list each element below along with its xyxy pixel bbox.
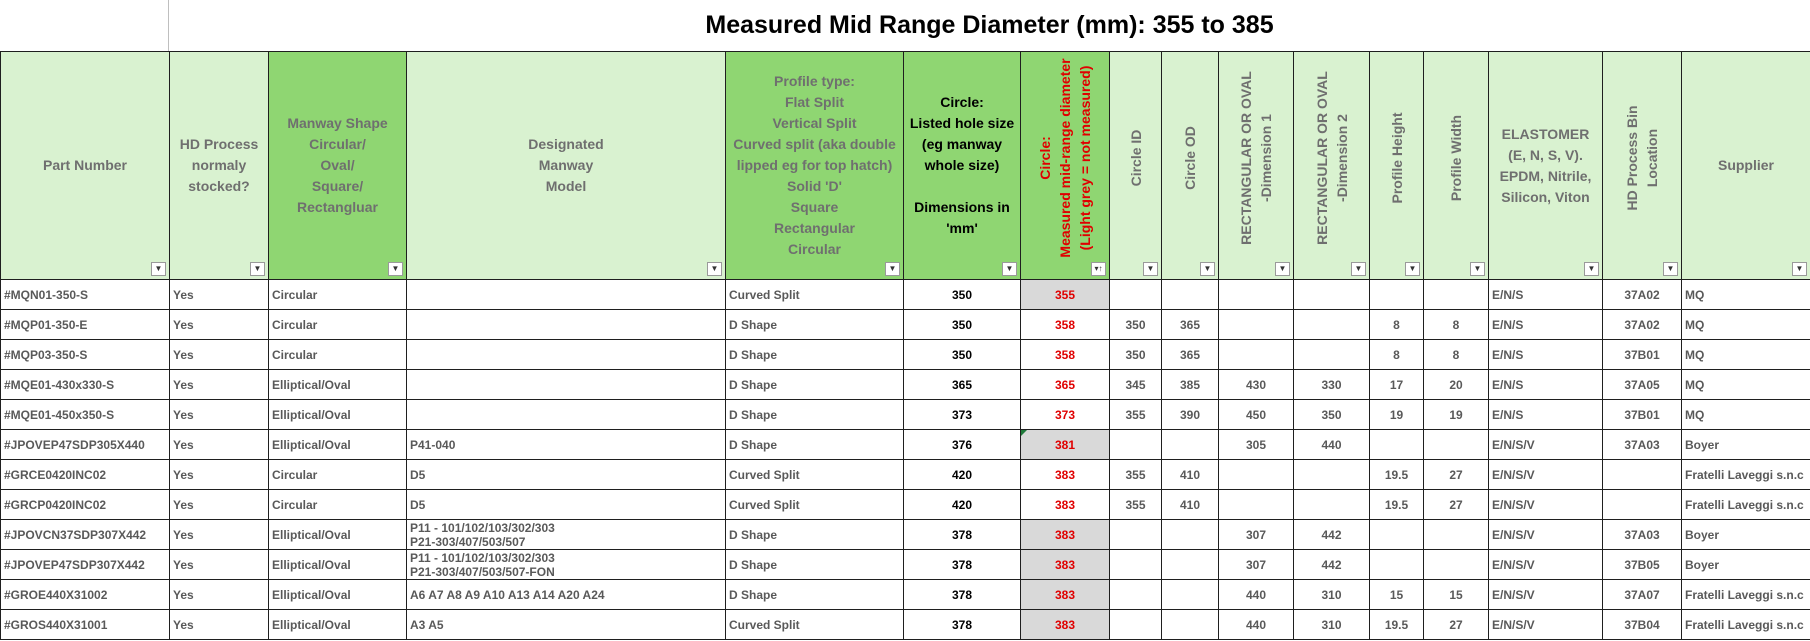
cell-profile-type[interactable]: Curved Split bbox=[726, 610, 904, 640]
cell-bin-location[interactable]: 37B04 bbox=[1603, 610, 1682, 640]
cell-profile-height[interactable]: 15 bbox=[1370, 580, 1424, 610]
cell-profile-height[interactable] bbox=[1370, 550, 1424, 580]
header-line bbox=[904, 176, 1020, 197]
cell-profile-width[interactable] bbox=[1424, 280, 1489, 310]
cell-part-number[interactable]: #MQP01-350-E bbox=[1, 310, 170, 340]
model-line: P41-040 bbox=[410, 437, 456, 452]
cell-hd-process[interactable]: Yes bbox=[170, 550, 269, 580]
header-line: Location bbox=[1644, 128, 1660, 188]
cell-supplier[interactable]: Fratelli Laveggi s.n.c bbox=[1682, 490, 1810, 520]
cell-circle-id[interactable]: 350 bbox=[1110, 310, 1162, 340]
header-circle-hole-size[interactable] bbox=[904, 52, 1021, 280]
cell-bin-location[interactable]: 37B01 bbox=[1603, 340, 1682, 370]
cell-part-number[interactable]: #MQE01-430x330-S bbox=[1, 370, 170, 400]
cell-circle-id[interactable]: 355 bbox=[1110, 460, 1162, 490]
cell-designated-model[interactable] bbox=[407, 490, 726, 520]
cell-hd-process[interactable]: Yes bbox=[170, 580, 269, 610]
cell-circle-id[interactable] bbox=[1110, 520, 1162, 550]
cell-designated-model[interactable] bbox=[407, 520, 726, 550]
cell-supplier[interactable]: MQ bbox=[1682, 340, 1810, 370]
cell-dimension-1[interactable] bbox=[1219, 310, 1294, 340]
cell-hd-process[interactable]: Yes bbox=[170, 520, 269, 550]
cell-profile-height[interactable]: 19.5 bbox=[1370, 460, 1424, 490]
cell-part-number[interactable]: #JPOVEP47SDP305X440 bbox=[1, 430, 170, 460]
title-row bbox=[0, 0, 1810, 51]
cell-dimension-1[interactable] bbox=[1219, 280, 1294, 310]
table-row bbox=[1, 460, 1810, 490]
model-line: P11 - 101/102/103/302/303 bbox=[410, 550, 555, 565]
cell-manway-shape[interactable]: Elliptical/Oval bbox=[269, 610, 407, 640]
header-line: Listed hole size bbox=[909, 115, 1015, 131]
cell-manway-shape[interactable]: Elliptical/Oval bbox=[269, 580, 407, 610]
header-line: lipped eg for top hatch) bbox=[736, 157, 893, 173]
cell-profile-height[interactable]: 19.5 bbox=[1370, 610, 1424, 640]
cell-profile-width[interactable]: 27 bbox=[1424, 610, 1489, 640]
filter-dropdown-icon[interactable]: ▼ bbox=[1663, 262, 1678, 276]
cell-circle-od[interactable] bbox=[1162, 280, 1219, 310]
cell-profile-width[interactable] bbox=[1424, 520, 1489, 550]
cell-hd-process[interactable]: Yes bbox=[170, 400, 269, 430]
filter-dropdown-icon[interactable]: ▼ bbox=[1002, 262, 1017, 276]
header-supplier[interactable]: Supplier ▼ bbox=[1682, 52, 1810, 280]
title-corner-cell[interactable] bbox=[0, 0, 169, 51]
cell-part-number[interactable]: #GRCE0420INC02 bbox=[1, 460, 170, 490]
model-line: P21-303/407/503/507 bbox=[410, 534, 526, 549]
cell-bin-location[interactable]: 37B01 bbox=[1603, 400, 1682, 430]
cell-hole-size[interactable]: 365 bbox=[904, 370, 1021, 400]
table-row bbox=[1, 310, 1810, 340]
header-line: EPDM, Nitrile, bbox=[1499, 167, 1592, 184]
filter-dropdown-icon[interactable]: ▼ bbox=[1470, 262, 1485, 276]
cell-dimension-2[interactable]: 440 bbox=[1294, 430, 1370, 460]
filter-dropdown-icon[interactable]: ▼ bbox=[1584, 262, 1599, 276]
cell-hd-process[interactable]: Yes bbox=[170, 340, 269, 370]
cell-measured-mid[interactable]: 383 bbox=[1021, 550, 1110, 580]
cell-bin-location[interactable]: 37A07 bbox=[1603, 580, 1682, 610]
header-line: Oval/ bbox=[320, 157, 355, 173]
cell-profile-type[interactable]: Curved Split bbox=[726, 280, 904, 310]
header-line: Designated bbox=[528, 136, 604, 152]
cell-hd-process[interactable]: Yes bbox=[170, 280, 269, 310]
header-line: (Light grey = not measured) bbox=[1077, 65, 1093, 251]
cell-dimension-2[interactable]: 442 bbox=[1294, 520, 1370, 550]
model-line: D5 bbox=[410, 497, 426, 512]
cell-manway-shape[interactable]: Circular bbox=[269, 490, 407, 520]
table-row bbox=[1, 340, 1810, 370]
sort-filter-dropdown-icon[interactable]: ▾↑ bbox=[1091, 262, 1106, 276]
header-circle-od[interactable]: Circle OD ▼ bbox=[1162, 52, 1219, 280]
header-elastomer[interactable] bbox=[1489, 52, 1603, 280]
cell-circle-id[interactable] bbox=[1110, 430, 1162, 460]
cell-circle-id[interactable]: 345 bbox=[1110, 370, 1162, 400]
cell-elastomer[interactable]: E/N/S bbox=[1489, 370, 1603, 400]
cell-bin-location[interactable] bbox=[1603, 490, 1682, 520]
header-line: Profile type: bbox=[774, 73, 855, 89]
filter-dropdown-icon[interactable]: ▼ bbox=[885, 262, 900, 276]
cell-supplier[interactable]: Boyer bbox=[1682, 430, 1810, 460]
cell-profile-type[interactable]: D Shape bbox=[726, 580, 904, 610]
cell-dimension-1[interactable] bbox=[1219, 490, 1294, 520]
cell-dimension-2[interactable]: 310 bbox=[1294, 580, 1370, 610]
cell-profile-height[interactable]: 17 bbox=[1370, 370, 1424, 400]
cell-profile-height[interactable] bbox=[1370, 520, 1424, 550]
filter-dropdown-icon[interactable]: ▼ bbox=[250, 262, 265, 276]
cell-designated-model[interactable] bbox=[407, 550, 726, 580]
cell-bin-location[interactable]: 37A03 bbox=[1603, 520, 1682, 550]
header-line: Square bbox=[790, 199, 839, 215]
cell-designated-model[interactable] bbox=[407, 370, 726, 400]
cell-hole-size[interactable]: 376 bbox=[904, 430, 1021, 460]
cell-dimension-1[interactable]: 440 bbox=[1219, 580, 1294, 610]
cell-circle-od[interactable]: 410 bbox=[1162, 490, 1219, 520]
header-hd-process[interactable] bbox=[170, 52, 269, 280]
cell-manway-shape[interactable]: Circular bbox=[269, 340, 407, 370]
header-designated-model[interactable] bbox=[407, 52, 726, 280]
header-circle-id[interactable]: Circle ID ▼ bbox=[1110, 52, 1162, 280]
cell-profile-height[interactable]: 19 bbox=[1370, 400, 1424, 430]
cell-measured-mid[interactable]: 383 bbox=[1021, 490, 1110, 520]
cell-dimension-2[interactable] bbox=[1294, 310, 1370, 340]
cell-part-number[interactable]: #JPOVEP47SDP307X442 bbox=[1, 550, 170, 580]
header-manway-shape[interactable] bbox=[269, 52, 407, 280]
cell-measured-mid[interactable]: 383 bbox=[1021, 580, 1110, 610]
cell-manway-shape[interactable]: Elliptical/Oval bbox=[269, 370, 407, 400]
cell-manway-shape[interactable]: Circular bbox=[269, 460, 407, 490]
filter-dropdown-icon[interactable]: ▼ bbox=[388, 262, 403, 276]
cell-profile-width[interactable] bbox=[1424, 430, 1489, 460]
cell-hd-process[interactable]: Yes bbox=[170, 610, 269, 640]
cell-hole-size[interactable]: 420 bbox=[904, 490, 1021, 520]
cell-circle-od[interactable] bbox=[1162, 520, 1219, 550]
cell-elastomer[interactable]: E/N/S/V bbox=[1489, 580, 1603, 610]
cell-dimension-1[interactable]: 450 bbox=[1219, 400, 1294, 430]
cell-hole-size[interactable]: 420 bbox=[904, 460, 1021, 490]
header-profile-type[interactable] bbox=[726, 52, 904, 280]
cell-measured-mid[interactable]: 383 bbox=[1021, 460, 1110, 490]
cell-circle-od[interactable]: 410 bbox=[1162, 460, 1219, 490]
cell-circle-od[interactable]: 390 bbox=[1162, 400, 1219, 430]
cell-elastomer[interactable]: E/N/S/V bbox=[1489, 610, 1603, 640]
cell-hd-process[interactable]: Yes bbox=[170, 460, 269, 490]
filter-dropdown-icon[interactable]: ▼ bbox=[1405, 262, 1420, 276]
cell-profile-width[interactable]: 27 bbox=[1424, 460, 1489, 490]
header-line: normaly bbox=[191, 157, 247, 173]
cell-dimension-2[interactable] bbox=[1294, 340, 1370, 370]
header-line: Dimensions in bbox=[914, 199, 1010, 215]
cell-dimension-1[interactable] bbox=[1219, 460, 1294, 490]
model-line: P21-303/407/503/507-FON bbox=[410, 564, 555, 579]
model-line: D5 bbox=[410, 467, 426, 482]
cell-circle-id[interactable] bbox=[1110, 550, 1162, 580]
cell-manway-shape[interactable]: Elliptical/Oval bbox=[269, 520, 407, 550]
header-line: HD Process Bin bbox=[1624, 105, 1640, 211]
cell-part-number[interactable]: #MQE01-450x350-S bbox=[1, 400, 170, 430]
cell-hole-size[interactable]: 350 bbox=[904, 340, 1021, 370]
table-row bbox=[1, 280, 1810, 310]
cell-circle-id[interactable] bbox=[1110, 610, 1162, 640]
cell-dimension-1[interactable]: 440 bbox=[1219, 610, 1294, 640]
header-rect-dim1[interactable] bbox=[1219, 52, 1294, 280]
cell-part-number[interactable]: #GROS440X31001 bbox=[1, 610, 170, 640]
cell-designated-model[interactable] bbox=[407, 460, 726, 490]
filter-dropdown-icon[interactable]: ▼ bbox=[1792, 262, 1807, 276]
cell-circle-od[interactable]: 365 bbox=[1162, 340, 1219, 370]
cell-supplier[interactable]: Fratelli Laveggi s.n.c bbox=[1682, 460, 1810, 490]
cell-hole-size[interactable]: 373 bbox=[904, 400, 1021, 430]
cell-profile-height[interactable]: 8 bbox=[1370, 310, 1424, 340]
cell-designated-model[interactable] bbox=[407, 430, 726, 460]
cell-dimension-2[interactable]: 310 bbox=[1294, 610, 1370, 640]
cell-circle-od[interactable]: 365 bbox=[1162, 310, 1219, 340]
filter-dropdown-icon[interactable]: ▼ bbox=[1351, 262, 1366, 276]
header-line: (eg manway bbox=[921, 136, 1003, 152]
header-line: Manway Shape bbox=[287, 115, 388, 131]
cell-hd-process[interactable]: Yes bbox=[170, 490, 269, 520]
cell-supplier[interactable]: MQ bbox=[1682, 280, 1810, 310]
cell-supplier[interactable]: Fratelli Laveggi s.n.c bbox=[1682, 610, 1810, 640]
filter-dropdown-icon[interactable]: ▼ bbox=[1275, 262, 1290, 276]
cell-manway-shape[interactable]: Elliptical/Oval bbox=[269, 550, 407, 580]
cell-measured-mid[interactable]: 373 bbox=[1021, 400, 1110, 430]
cell-profile-width[interactable]: 8 bbox=[1424, 310, 1489, 340]
cell-measured-mid[interactable]: 381 bbox=[1021, 430, 1110, 460]
cell-designated-model[interactable] bbox=[407, 580, 726, 610]
cell-part-number[interactable]: #GROE440X31002 bbox=[1, 580, 170, 610]
cell-profile-width[interactable]: 15 bbox=[1424, 580, 1489, 610]
header-line: whole size) bbox=[924, 157, 1000, 173]
header-row bbox=[1, 52, 1810, 280]
cell-bin-location[interactable]: 37A02 bbox=[1603, 310, 1682, 340]
cell-circle-id[interactable]: 355 bbox=[1110, 490, 1162, 520]
cell-hole-size[interactable]: 378 bbox=[904, 580, 1021, 610]
cell-profile-height[interactable] bbox=[1370, 280, 1424, 310]
cell-elastomer[interactable]: E/N/S/V bbox=[1489, 550, 1603, 580]
cell-dimension-2[interactable] bbox=[1294, 460, 1370, 490]
cell-dimension-1[interactable] bbox=[1219, 340, 1294, 370]
cell-supplier[interactable]: MQ bbox=[1682, 310, 1810, 340]
gasket-table bbox=[0, 51, 1810, 640]
cell-supplier[interactable]: MQ bbox=[1682, 400, 1810, 430]
cell-dimension-2[interactable]: 350 bbox=[1294, 400, 1370, 430]
filter-dropdown-icon[interactable]: ▼ bbox=[707, 262, 722, 276]
filter-dropdown-icon[interactable]: ▼ bbox=[151, 262, 166, 276]
table-row bbox=[1, 520, 1810, 550]
cell-circle-id[interactable]: 355 bbox=[1110, 400, 1162, 430]
cell-designated-model[interactable] bbox=[407, 400, 726, 430]
header-line: RECTANGULAR OR OVAL bbox=[1238, 71, 1254, 245]
header-line: ELASTOMER bbox=[1501, 125, 1590, 142]
cell-dimension-2[interactable]: 330 bbox=[1294, 370, 1370, 400]
model-line: A6 A7 A8 A9 A10 A13 A14 A20 A24 bbox=[410, 587, 605, 602]
header-measured-mid-range[interactable] bbox=[1021, 52, 1110, 280]
header-line: HD Process bbox=[179, 136, 259, 152]
cell-bin-location[interactable]: 37A03 bbox=[1603, 430, 1682, 460]
cell-elastomer[interactable]: E/N/S bbox=[1489, 310, 1603, 340]
header-line: (E, N, S, V). bbox=[1508, 146, 1583, 163]
header-line: Solid 'D' bbox=[787, 178, 842, 194]
table-row bbox=[1, 610, 1810, 640]
cell-profile-width[interactable]: 19 bbox=[1424, 400, 1489, 430]
cell-profile-type[interactable]: Curved Split bbox=[726, 490, 904, 520]
header-line: Measured mid-range diameter bbox=[1057, 58, 1073, 258]
cell-profile-type[interactable]: D Shape bbox=[726, 550, 904, 580]
header-line: Rectangluar bbox=[297, 199, 378, 215]
cell-dimension-2[interactable] bbox=[1294, 490, 1370, 520]
header-line: Curved split (aka double bbox=[733, 136, 896, 152]
cell-measured-mid[interactable]: 383 bbox=[1021, 520, 1110, 550]
cell-circle-id[interactable] bbox=[1110, 580, 1162, 610]
cell-circle-id[interactable]: 350 bbox=[1110, 340, 1162, 370]
cell-supplier[interactable]: Boyer bbox=[1682, 520, 1810, 550]
header-line: Circle: bbox=[1037, 136, 1053, 180]
cell-dimension-1[interactable]: 305 bbox=[1219, 430, 1294, 460]
cell-hole-size[interactable]: 350 bbox=[904, 310, 1021, 340]
cell-measured-mid[interactable]: 358 bbox=[1021, 340, 1110, 370]
cell-hole-size[interactable]: 378 bbox=[904, 610, 1021, 640]
cell-part-number[interactable]: #MQN01-350-S bbox=[1, 280, 170, 310]
cell-circle-id[interactable] bbox=[1110, 280, 1162, 310]
filter-dropdown-icon[interactable]: ▼ bbox=[1143, 262, 1158, 276]
header-profile-height[interactable]: Profile Height ▼ bbox=[1370, 52, 1424, 280]
cell-circle-od[interactable] bbox=[1162, 430, 1219, 460]
header-part-number[interactable]: Part Number ▼ bbox=[1, 52, 170, 280]
cell-designated-model[interactable] bbox=[407, 610, 726, 640]
cell-profile-height[interactable]: 19.5 bbox=[1370, 490, 1424, 520]
cell-hole-size[interactable]: 378 bbox=[904, 520, 1021, 550]
cell-profile-type[interactable]: D Shape bbox=[726, 370, 904, 400]
cell-hd-process[interactable]: Yes bbox=[170, 310, 269, 340]
cell-hd-process[interactable]: Yes bbox=[170, 430, 269, 460]
header-line: -Dimension 1 bbox=[1258, 114, 1274, 202]
header-line: Model bbox=[545, 178, 587, 194]
header-line: Flat Split bbox=[784, 94, 845, 110]
header-line: 'mm' bbox=[946, 220, 978, 236]
cell-circle-od[interactable] bbox=[1162, 550, 1219, 580]
header-line: -Dimension 2 bbox=[1333, 114, 1350, 202]
cell-hd-process[interactable]: Yes bbox=[170, 370, 269, 400]
cell-supplier[interactable]: Boyer bbox=[1682, 550, 1810, 580]
cell-profile-height[interactable]: 8 bbox=[1370, 340, 1424, 370]
cell-elastomer[interactable]: E/N/S/V bbox=[1489, 520, 1603, 550]
cell-elastomer[interactable]: E/N/S bbox=[1489, 280, 1603, 310]
model-line: A3 A5 bbox=[410, 617, 444, 632]
cell-dimension-1[interactable]: 430 bbox=[1219, 370, 1294, 400]
cell-bin-location[interactable]: 37A05 bbox=[1603, 370, 1682, 400]
cell-bin-location[interactable]: 37A02 bbox=[1603, 280, 1682, 310]
cell-dimension-2[interactable]: 442 bbox=[1294, 550, 1370, 580]
header-line: Circle: bbox=[940, 94, 984, 110]
cell-profile-width[interactable]: 27 bbox=[1424, 490, 1489, 520]
header-line: Manway bbox=[538, 157, 594, 173]
cell-part-number[interactable]: #GRCP0420INC02 bbox=[1, 490, 170, 520]
table-row bbox=[1, 370, 1810, 400]
cell-elastomer[interactable]: E/N/S/V bbox=[1489, 490, 1603, 520]
filter-dropdown-icon[interactable]: ▼ bbox=[1200, 262, 1215, 276]
cell-elastomer[interactable]: E/N/S/V bbox=[1489, 460, 1603, 490]
cell-profile-width[interactable]: 20 bbox=[1424, 370, 1489, 400]
sheet-title[interactable]: Measured Mid Range Diameter (mm): 355 to 385 bbox=[705, 11, 1274, 39]
cell-circle-od[interactable]: 385 bbox=[1162, 370, 1219, 400]
cell-measured-mid[interactable]: 365 bbox=[1021, 370, 1110, 400]
header-line: stocked? bbox=[188, 178, 250, 194]
cell-dimension-1[interactable]: 307 bbox=[1219, 550, 1294, 580]
model-line: P11 - 101/102/103/302/303 bbox=[410, 520, 555, 535]
table-row bbox=[1, 400, 1810, 430]
cell-manway-shape[interactable]: Elliptical/Oval bbox=[269, 430, 407, 460]
header-line: Vertical Split bbox=[772, 115, 857, 131]
cell-designated-model[interactable] bbox=[407, 280, 726, 310]
cell-profile-type[interactable]: D Shape bbox=[726, 520, 904, 550]
cell-profile-width[interactable]: 8 bbox=[1424, 340, 1489, 370]
cell-manway-shape[interactable]: Elliptical/Oval bbox=[269, 400, 407, 430]
header-line: Circular bbox=[788, 241, 841, 257]
cell-bin-location[interactable]: 37B05 bbox=[1603, 550, 1682, 580]
header-profile-width[interactable]: Profile Width ▼ bbox=[1424, 52, 1489, 280]
cell-supplier[interactable]: MQ bbox=[1682, 370, 1810, 400]
cell-part-number[interactable]: #JPOVCN37SDP307X442 bbox=[1, 520, 170, 550]
cell-part-number[interactable]: #MQP03-350-S bbox=[1, 340, 170, 370]
cell-measured-mid[interactable]: 383 bbox=[1021, 610, 1110, 640]
header-line: Circular/ bbox=[309, 136, 366, 152]
cell-profile-type[interactable]: D Shape bbox=[726, 310, 904, 340]
cell-supplier[interactable]: Fratelli Laveggi s.n.c bbox=[1682, 580, 1810, 610]
header-line: Silicon, Viton bbox=[1501, 188, 1590, 205]
header-rect-dim2[interactable] bbox=[1294, 52, 1370, 280]
cell-profile-width[interactable] bbox=[1424, 550, 1489, 580]
cell-dimension-2[interactable] bbox=[1294, 280, 1370, 310]
cell-dimension-1[interactable]: 307 bbox=[1219, 520, 1294, 550]
cell-circle-od[interactable] bbox=[1162, 610, 1219, 640]
cell-profile-height[interactable] bbox=[1370, 430, 1424, 460]
cell-manway-shape[interactable]: Circular bbox=[269, 280, 407, 310]
header-line: Square/ bbox=[311, 178, 364, 194]
cell-manway-shape[interactable]: Circular bbox=[269, 310, 407, 340]
cell-elastomer[interactable]: E/N/S bbox=[1489, 340, 1603, 370]
cell-elastomer[interactable]: E/N/S/V bbox=[1489, 430, 1603, 460]
table-row bbox=[1, 580, 1810, 610]
header-line: Rectangular bbox=[774, 220, 855, 236]
cell-bin-location[interactable] bbox=[1603, 460, 1682, 490]
cell-circle-od[interactable] bbox=[1162, 580, 1219, 610]
cell-profile-type[interactable]: D Shape bbox=[726, 430, 904, 460]
cell-designated-model[interactable] bbox=[407, 340, 726, 370]
cell-measured-mid[interactable]: 355 bbox=[1021, 280, 1110, 310]
cell-designated-model[interactable] bbox=[407, 310, 726, 340]
cell-hole-size[interactable]: 378 bbox=[904, 550, 1021, 580]
table-row bbox=[1, 490, 1810, 520]
header-line: RECTANGULAR OR OVAL bbox=[1313, 71, 1330, 245]
header-bin-location[interactable] bbox=[1603, 52, 1682, 280]
cell-hole-size[interactable]: 350 bbox=[904, 280, 1021, 310]
table-row bbox=[1, 430, 1810, 460]
cell-measured-mid[interactable]: 358 bbox=[1021, 310, 1110, 340]
cell-elastomer[interactable]: E/N/S bbox=[1489, 400, 1603, 430]
cell-profile-type[interactable]: Curved Split bbox=[726, 460, 904, 490]
table-row bbox=[1, 550, 1810, 580]
cell-profile-type[interactable]: D Shape bbox=[726, 340, 904, 370]
cell-profile-type[interactable]: D Shape bbox=[726, 400, 904, 430]
